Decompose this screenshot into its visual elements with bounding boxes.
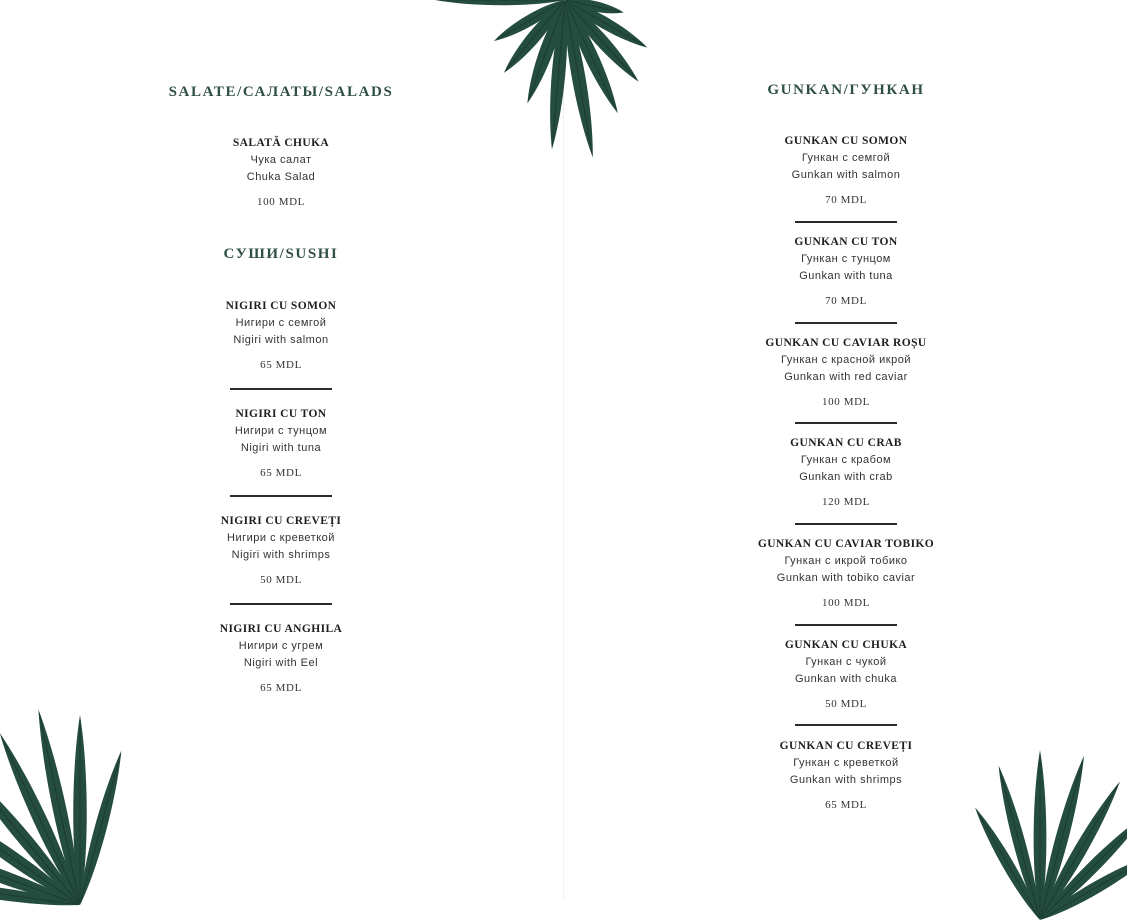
- item-name-ru: Нигири с семгой: [235, 317, 327, 329]
- sushi-section-title: СУШИ/SUSHI: [223, 246, 339, 262]
- item-name-en: Gunkan with crab: [799, 471, 893, 483]
- item-name-ru: Гункан с семгой: [801, 152, 891, 164]
- item-price: 100 MDL: [822, 597, 870, 609]
- item-name-en: Nigiri with Eel: [243, 657, 319, 669]
- item-name: GUNKAN CU SOMON: [784, 135, 908, 147]
- item-name-en: Nigiri with salmon: [233, 334, 329, 346]
- item-name-en: Gunkan with shrimps: [789, 774, 903, 786]
- item-name: GUNKAN CU CHUKA: [784, 639, 908, 651]
- menu-item-gunkan-caviar-rosu: [716, 335, 976, 411]
- item-separator: [795, 221, 897, 223]
- item-name-en: Gunkan with tobiko caviar: [776, 572, 916, 584]
- item-name-ru: Нигири с угрем: [238, 640, 324, 652]
- item-separator: [795, 624, 897, 626]
- item-price: 65 MDL: [825, 799, 867, 811]
- item-separator: [230, 495, 332, 497]
- item-price: 120 MDL: [822, 496, 870, 508]
- item-name-ru: Гункан с икрой тобико: [784, 555, 908, 567]
- bottom-left-palm-leaf-icon: [0, 690, 280, 920]
- item-price: 65 MDL: [260, 467, 302, 479]
- item-name-en: Nigiri with shrimps: [231, 549, 331, 561]
- menu-item-nigiri-ton: [151, 406, 411, 482]
- item-separator: [230, 603, 332, 605]
- item-separator: [795, 724, 897, 726]
- item-name: NIGIRI CU ANGHILA: [219, 623, 343, 635]
- item-price: 70 MDL: [825, 194, 867, 206]
- item-price: 100 MDL: [822, 396, 870, 408]
- item-name-en: Gunkan with tuna: [799, 270, 893, 282]
- item-separator: [795, 322, 897, 324]
- salads-section-title: SALATE/САЛАТЫ/SALADS: [168, 84, 394, 100]
- menu-item-nigiri-creveti: [151, 513, 411, 589]
- item-separator: [230, 388, 332, 390]
- item-name: GUNKAN CU CRAB: [790, 437, 902, 449]
- menu-item-nigiri-anghila: [151, 621, 411, 697]
- item-name-ru: Гункан с креветкой: [793, 757, 899, 769]
- item-name: GUNKAN CU CREVEȚI: [779, 740, 913, 752]
- item-name-ru: Нигири с креветкой: [227, 532, 335, 544]
- item-name-en: Gunkan with salmon: [791, 169, 901, 181]
- item-price: 70 MDL: [825, 295, 867, 307]
- item-price: 65 MDL: [260, 682, 302, 694]
- item-name-ru: Гункан с крабом: [800, 454, 892, 466]
- leaf-vein: [1000, 769, 1040, 918]
- menu-item-salata-chuka: [151, 135, 411, 211]
- item-separator: [795, 523, 897, 525]
- item-price: 65 MDL: [260, 359, 302, 371]
- gunkan-section-title: GUNKAN/ГУНКАН: [767, 82, 925, 98]
- item-name-ru: Гункан с красной икрой: [781, 354, 911, 366]
- item-name-en: Gunkan with chuka: [794, 673, 898, 685]
- menu-item-gunkan-somon: [716, 133, 976, 209]
- menu-item-gunkan-chuka: [716, 637, 976, 713]
- item-name-en: Nigiri with tuna: [240, 442, 322, 454]
- top-palm-leaf-icon: [400, 0, 730, 200]
- item-name: GUNKAN CU CAVIAR ROȘU: [765, 337, 927, 349]
- item-separator: [795, 422, 897, 424]
- item-name: SALATĂ CHUKA: [232, 137, 330, 149]
- item-name-ru: Чука салат: [250, 154, 312, 166]
- item-name-ru: Гункан с тунцом: [801, 253, 891, 265]
- item-name: GUNKAN CU CAVIAR TOBIKO: [757, 538, 935, 550]
- leaf-blade: [435, 0, 565, 5]
- item-name: NIGIRI CU SOMON: [225, 300, 337, 312]
- item-name-en: Chuka Salad: [246, 171, 316, 183]
- item-price: 50 MDL: [260, 574, 302, 586]
- item-name: NIGIRI CU TON: [235, 408, 327, 420]
- menu-item-gunkan-caviar-tobiko: [716, 536, 976, 612]
- menu-item-gunkan-crab: [716, 435, 976, 511]
- item-name: GUNKAN CU TON: [794, 236, 898, 248]
- item-name: NIGIRI CU CREVEȚI: [220, 515, 342, 527]
- menu-item-gunkan-ton: [716, 234, 976, 310]
- item-name-ru: Нигири с тунцом: [234, 425, 328, 437]
- menu-item-nigiri-somon: [151, 298, 411, 374]
- item-name-en: Gunkan with red caviar: [784, 371, 908, 383]
- menu-item-gunkan-creveti: [716, 738, 976, 814]
- item-price: 50 MDL: [825, 698, 867, 710]
- item-name-ru: Гункан с чукой: [805, 656, 887, 668]
- item-price: 100 MDL: [257, 196, 305, 208]
